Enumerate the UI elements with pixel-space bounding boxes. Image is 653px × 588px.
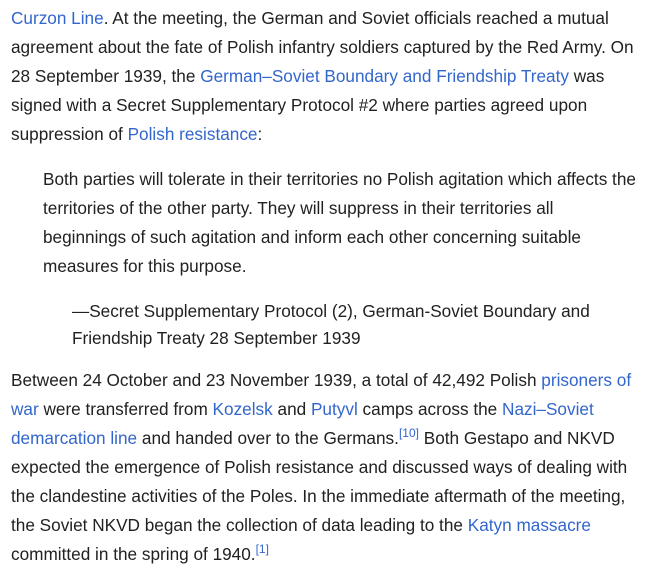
quote-citation: —Secret Supplementary Protocol (2), German-Soviet Boundary and Friendship Treaty 28 September 1939	[72, 301, 590, 348]
paragraph-text: camps across the	[357, 399, 503, 419]
paragraph-text: . At the meeting, the German and Soviet officials reached a mutual agreement about the fate of Polish infantry soldiers captured by the Red Army. On 28 September 1939, the	[11, 8, 634, 86]
paragraph-treaty	[11, 4, 641, 149]
paragraph-text: Both Gestapo and NKVD expected the emergence of Polish resistance and discussed ways of dealing with the clandestine activities of the Poles. In the immediate aftermath of the meeting, the Soviet NKVD began the collection of data leading to the	[11, 428, 628, 535]
paragraph-text: and	[272, 399, 311, 419]
reference-10-link[interactable]: [10]	[398, 426, 419, 440]
link-demarcation-line[interactable]: Nazi–Soviet demarcation line	[11, 399, 594, 448]
paragraph-text: committed in the spring of 1940.	[11, 544, 256, 564]
paragraph-text: Between 24 October and 23 November 1939, a total of 42,492 Polish	[11, 370, 542, 390]
paragraph-text: were transferred from	[38, 399, 213, 419]
link-polish-resistance[interactable]: Polish resistance	[127, 124, 258, 144]
reference-10[interactable]	[399, 426, 419, 440]
link-prisoners-of-war[interactable]: prisoners of war	[11, 370, 632, 419]
reference-1-link[interactable]: [1]	[255, 542, 269, 556]
paragraph-text: :	[257, 124, 263, 144]
paragraph-prisoners	[11, 366, 641, 569]
paragraph-text: was signed with a Secret Supplementary Protocol #2 where parties agreed upon suppression of	[11, 66, 605, 144]
paragraph-text: and handed over to the Germans.	[137, 428, 399, 448]
link-boundary-treaty[interactable]: German–Soviet Boundary and Friendship Treaty	[200, 66, 569, 86]
link-kozelsk[interactable]: Kozelsk	[212, 399, 273, 419]
reference-1[interactable]	[256, 542, 269, 556]
blockquote	[43, 165, 641, 352]
link-curzon-line[interactable]: Curzon Line	[11, 8, 104, 28]
link-katyn-massacre[interactable]: Katyn massacre	[467, 515, 591, 535]
link-putyvl[interactable]: Putyvl	[310, 399, 358, 419]
quote-text: Both parties will tolerate in their territories no Polish agitation which affects the territories of the other party. They will suppress in their territories all beginnings of such agitation and inform each other concerning suitable measures for this purpose.	[43, 169, 636, 276]
